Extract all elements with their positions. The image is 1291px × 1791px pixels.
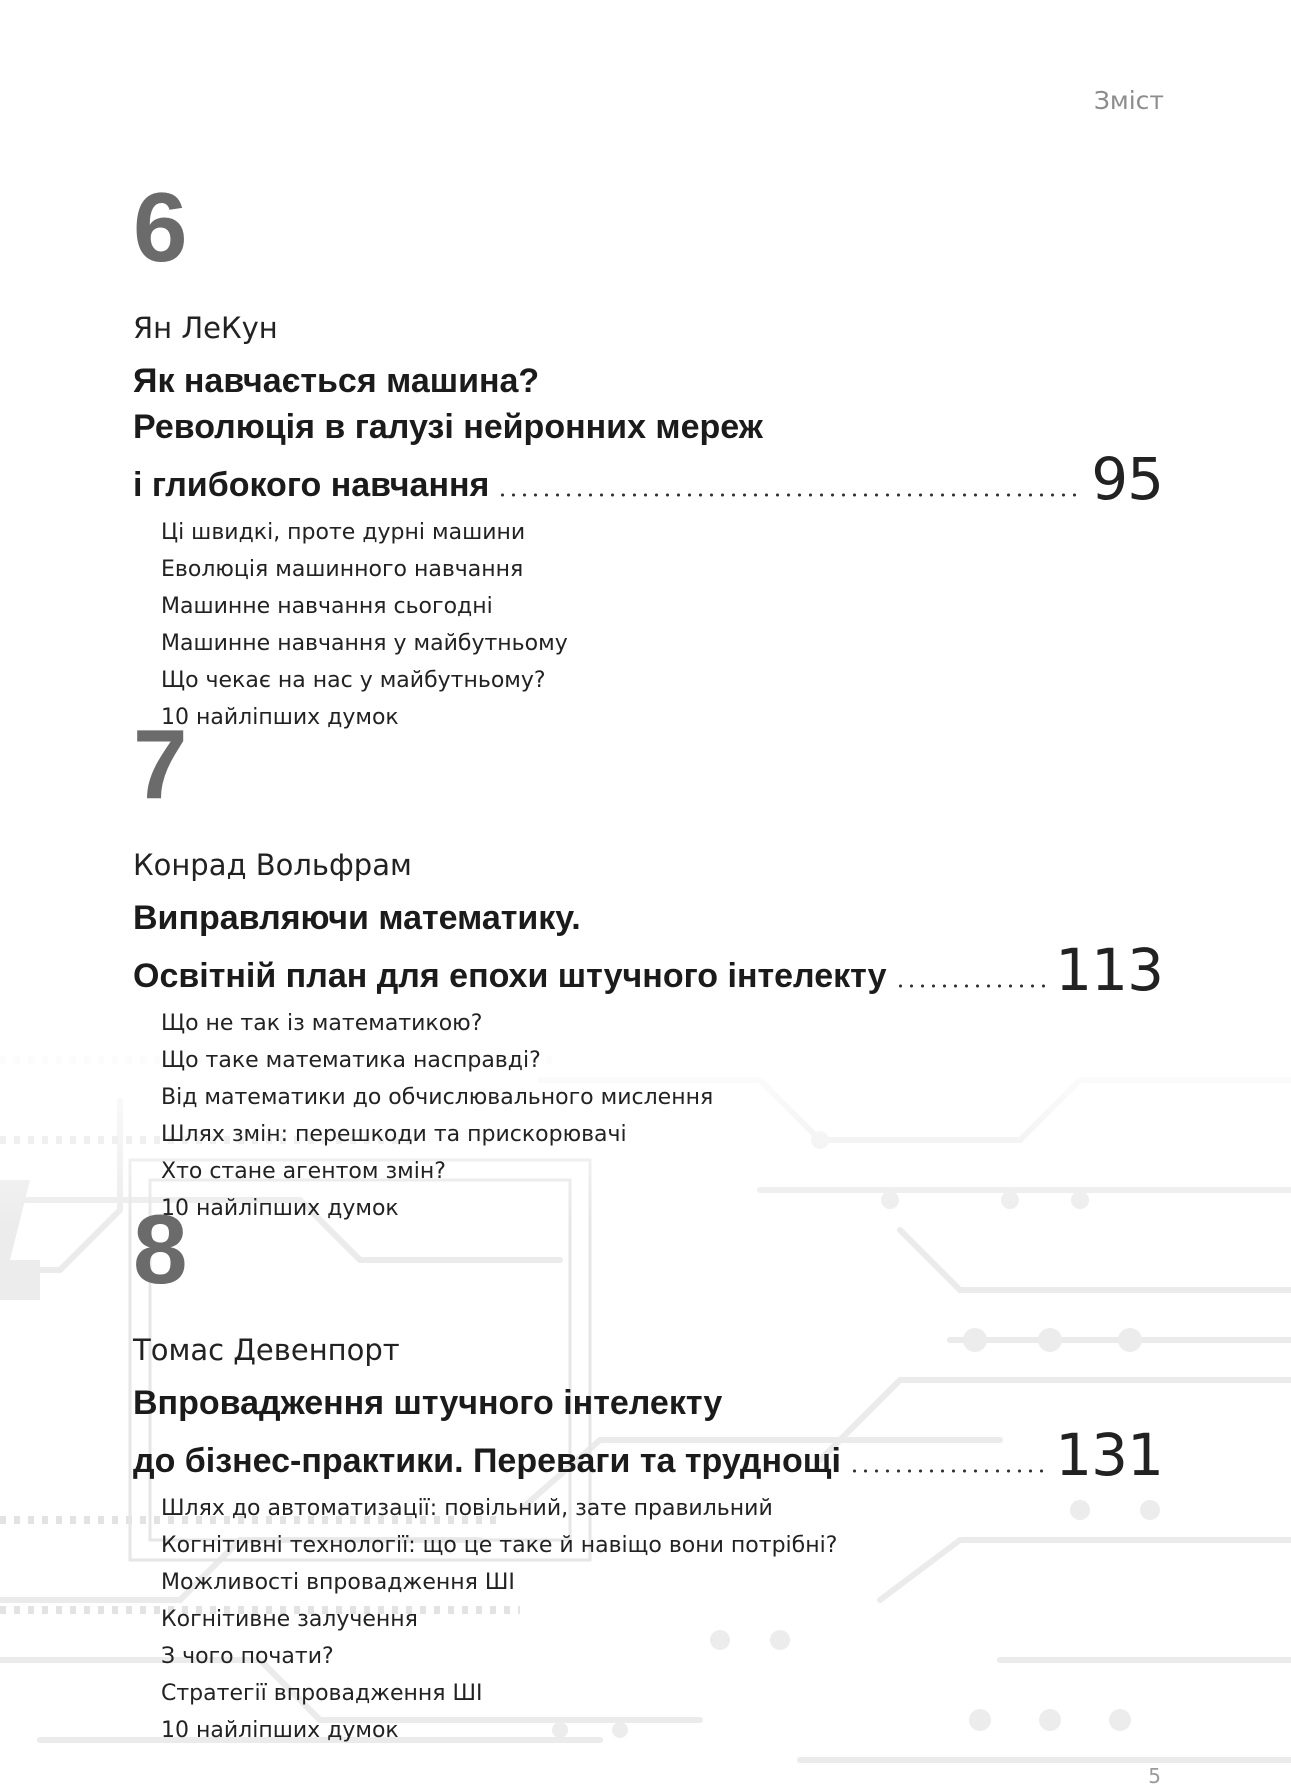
section-item: З чого почати? bbox=[161, 1644, 334, 1669]
section-item: 10 найліпших думок bbox=[161, 1718, 399, 1743]
chapter-title bbox=[133, 895, 1163, 1004]
chapter-author: Томас Девенпорт bbox=[133, 1333, 400, 1367]
chapter-title-line: Впровадження штучного інтелекту bbox=[133, 1384, 723, 1422]
chapter-title-line: Виправляючи математику. bbox=[133, 899, 581, 937]
dot-leader bbox=[849, 1469, 1047, 1473]
page-number: 5 bbox=[1148, 1764, 1161, 1788]
section-list bbox=[161, 1005, 1163, 1227]
section-item: Можливості впровадження ШІ bbox=[161, 1570, 515, 1595]
chapter-title-last-line bbox=[133, 445, 1163, 513]
section-item: Машинне навчання сьогодні bbox=[161, 594, 493, 619]
chapter-title bbox=[133, 358, 1163, 513]
section-item: Що чекає на нас у майбутньому? bbox=[161, 668, 546, 693]
chapter-number: 8 bbox=[133, 1194, 188, 1304]
section-item: Ці швидкі, проте дурні машини bbox=[161, 520, 526, 545]
running-head: Зміст bbox=[1093, 86, 1164, 115]
section-item: Еволюція машинного навчання bbox=[161, 557, 524, 582]
section-list bbox=[161, 1490, 1163, 1749]
chapter-author: Конрад Вольфрам bbox=[133, 848, 412, 882]
section-item: Машинне навчання у майбутньому bbox=[161, 631, 568, 656]
chapter-number: 6 bbox=[133, 172, 188, 282]
chapter-title-line: Революція в галузі нейронних мереж bbox=[133, 408, 763, 446]
section-item: Когнітивні технології: що це таке й навіщо вони потрібні? bbox=[161, 1533, 838, 1558]
section-list bbox=[161, 514, 1163, 736]
section-item: Хто стане агентом змін? bbox=[161, 1159, 446, 1184]
toc-entry-chapter-6 bbox=[133, 172, 1163, 736]
toc-entry-chapter-7 bbox=[133, 709, 1163, 1227]
chapter-title-line: і глибокого навчання bbox=[133, 466, 490, 504]
dot-leader bbox=[895, 984, 1048, 988]
chapter-title-last-line bbox=[133, 936, 1163, 1004]
toc-entry-chapter-8 bbox=[133, 1194, 1163, 1749]
chapter-title-line: Освітній план для епохи штучного інтелекту bbox=[133, 957, 887, 995]
chapter-title bbox=[133, 1380, 1163, 1489]
chapter-number: 7 bbox=[133, 709, 188, 819]
dot-leader bbox=[497, 493, 1083, 497]
section-item: Від математики до обчислювального мислення bbox=[161, 1085, 714, 1110]
chapter-page-number: 113 bbox=[1055, 936, 1163, 1004]
section-item: 10 найліпших думок bbox=[161, 1196, 399, 1221]
section-item: Стратегії впровадження ШІ bbox=[161, 1681, 483, 1706]
section-item: 10 найліпших думок bbox=[161, 705, 399, 730]
chapter-title-line: до бізнес-практики. Переваги та труднощі bbox=[133, 1442, 841, 1480]
chapter-title-last-line bbox=[133, 1421, 1163, 1489]
section-item: Когнітивне залучення bbox=[161, 1607, 418, 1632]
section-item: Шлях змін: перешкоди та прискорювачі bbox=[161, 1122, 627, 1147]
section-item: Що не так із математикою? bbox=[161, 1011, 483, 1036]
chapter-page-number: 131 bbox=[1055, 1421, 1163, 1489]
section-item: Що таке математика насправді? bbox=[161, 1048, 541, 1073]
chapter-title-line: Як навчається машина? bbox=[133, 362, 540, 400]
chapter-page-number: 95 bbox=[1091, 445, 1163, 513]
section-item: Шлях до автоматизації: повільний, зате правильний bbox=[161, 1496, 773, 1521]
chapter-author: Ян ЛеКун bbox=[133, 311, 278, 345]
